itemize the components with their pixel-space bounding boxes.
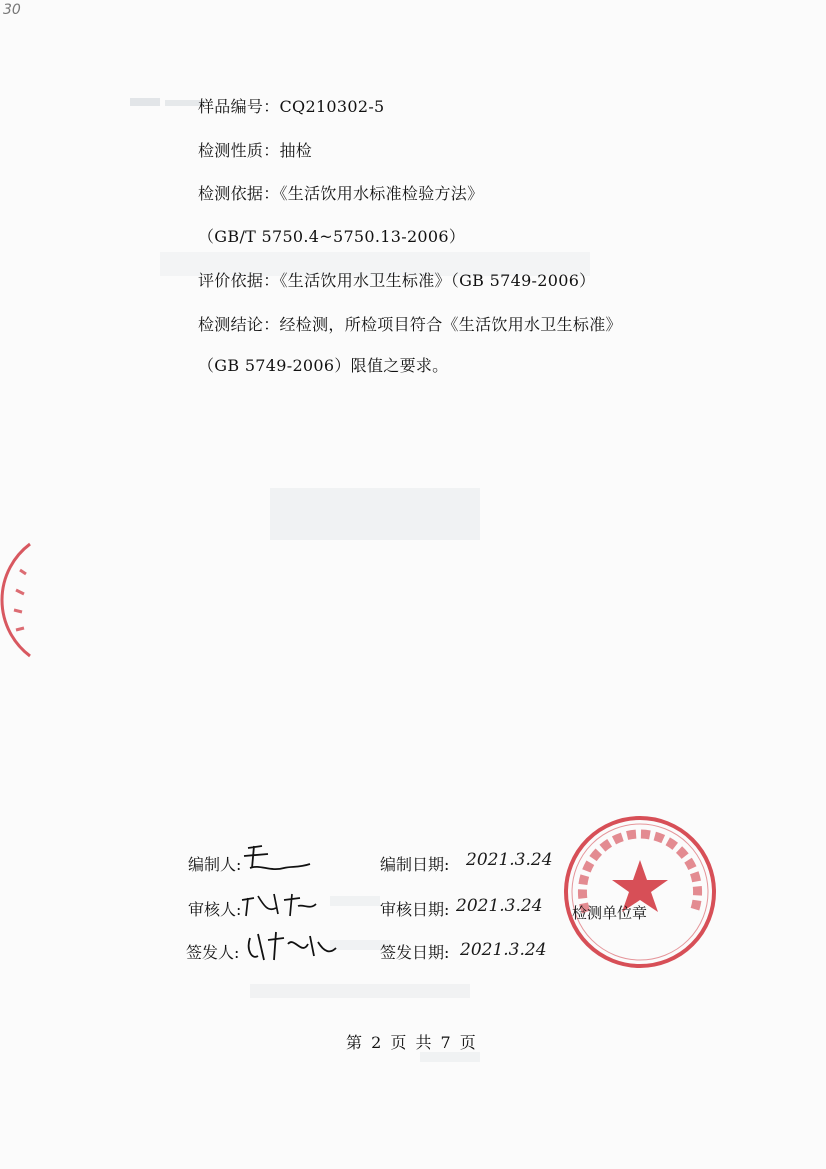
test-conclusion-cont: （GB 5749-2006）限值之要求。 bbox=[198, 356, 449, 375]
reviewer-signature bbox=[238, 886, 322, 922]
test-basis-standard: （GB/T 5750.4~5750.13-2006） bbox=[198, 227, 466, 246]
page-footer: 第 2 页 共 7 页 bbox=[346, 1033, 478, 1052]
edge-seal-fragment bbox=[0, 540, 40, 660]
evaluation-basis: 评价依据：《生活饮用水卫生标准》（GB 5749-2006） bbox=[198, 271, 596, 290]
seal-label: 检测单位章 bbox=[572, 904, 648, 922]
compile-date-label: 编制日期: bbox=[380, 855, 450, 874]
approver-signature bbox=[244, 926, 340, 968]
compile-date: 2021.3.24 bbox=[466, 850, 553, 870]
approver-label: 签发人: bbox=[186, 943, 240, 962]
review-date: 2021.3.24 bbox=[456, 896, 543, 916]
test-type: 检测性质：抽检 bbox=[198, 141, 313, 160]
approve-date-label: 签发日期: bbox=[380, 943, 450, 962]
official-seal bbox=[560, 812, 720, 972]
approve-date: 2021.3.24 bbox=[460, 940, 547, 960]
reviewer-label: 审核人: bbox=[188, 900, 242, 919]
review-date-label: 审核日期: bbox=[380, 900, 450, 919]
handwritten-page-note: 30 bbox=[3, 2, 21, 18]
test-conclusion: 检测结论：经检测，所检项目符合《生活饮用水卫生标准》 bbox=[198, 315, 622, 334]
compiler-signature bbox=[240, 838, 320, 878]
compiler-label: 编制人: bbox=[188, 855, 242, 874]
sample-number: 样品编号：CQ210302-5 bbox=[198, 97, 385, 116]
test-basis: 检测依据：《生活饮用水标准检验方法》 bbox=[198, 184, 484, 203]
